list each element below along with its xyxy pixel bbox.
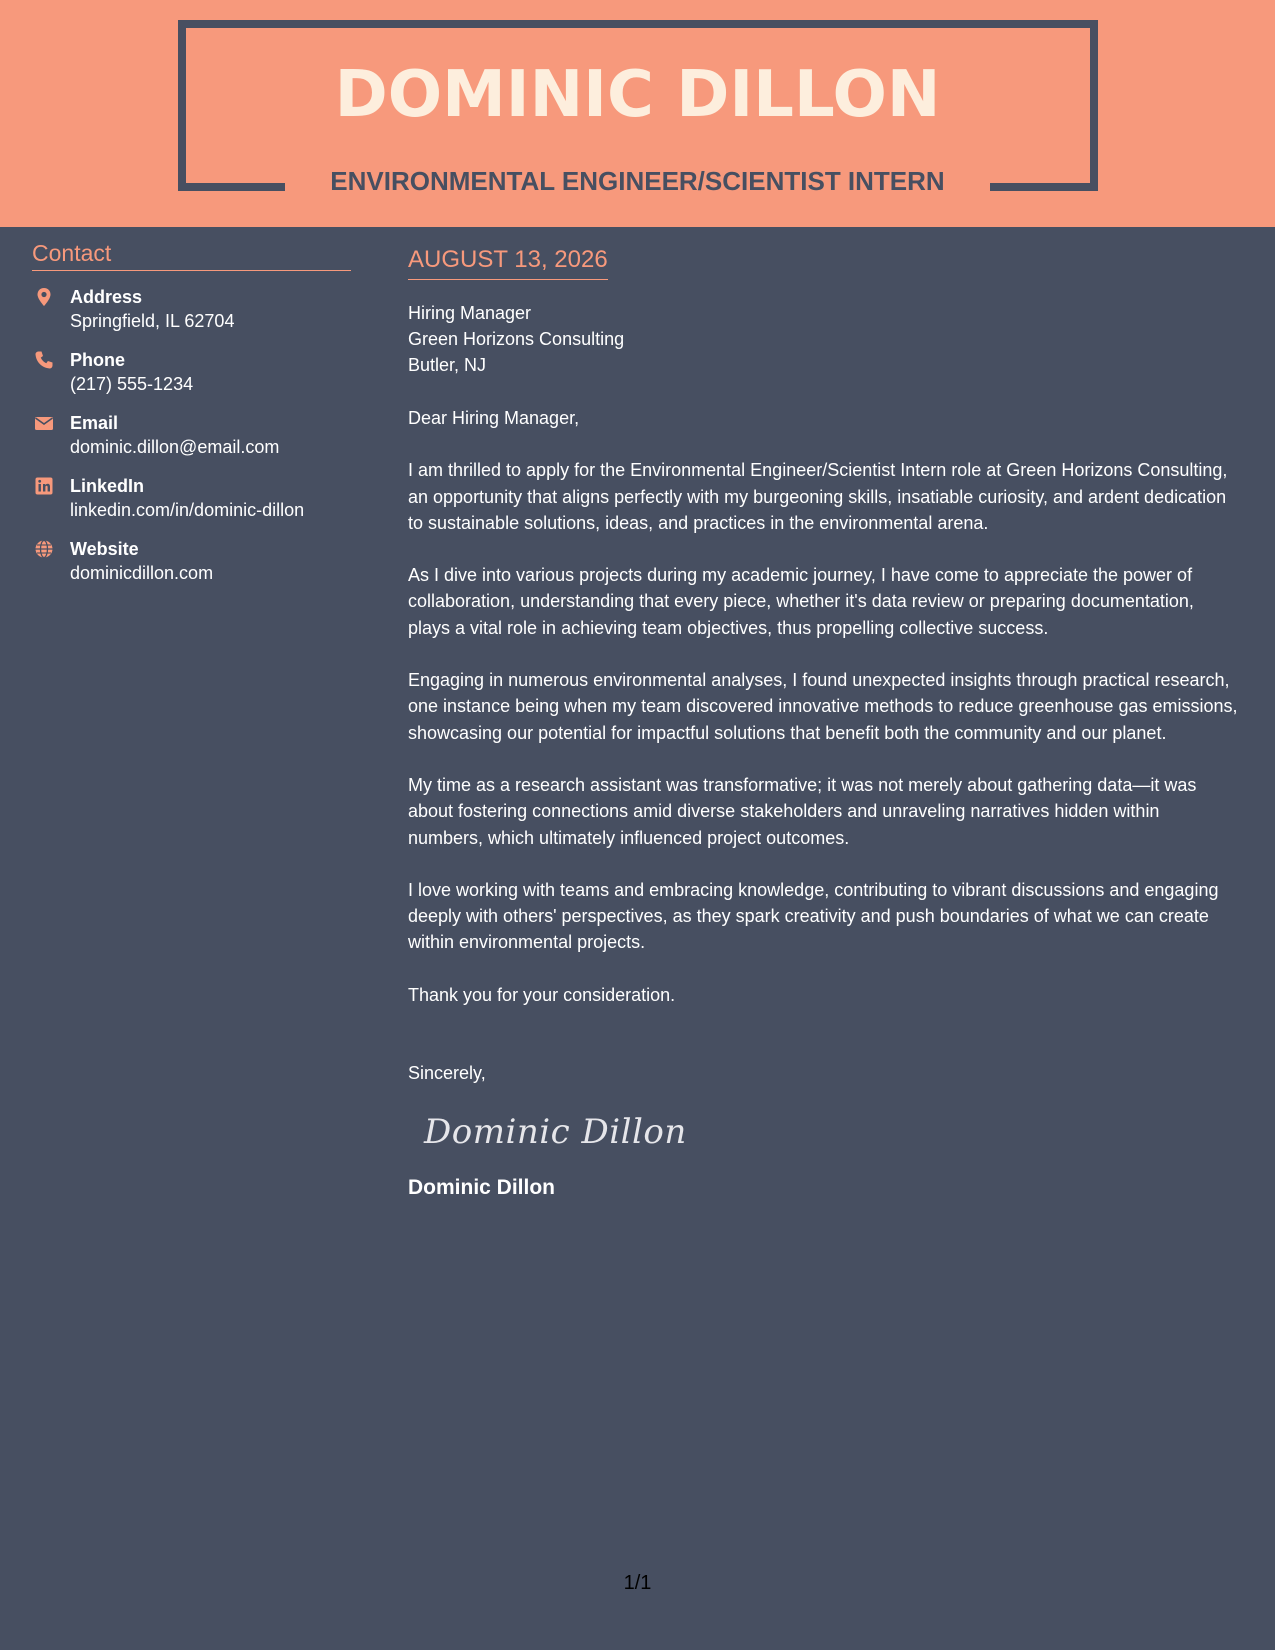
phone-icon [34,350,54,370]
contact-website [32,537,351,600]
contact-phone [32,348,351,411]
contact-address-value: Springfield, IL 62704 [70,311,235,331]
contact-address-label: Address [70,287,143,307]
linkedin-icon [34,476,54,496]
letter-date: AUGUST 13, 2026 [408,246,608,280]
letter-thanks: Thank you for your consideration. [408,984,676,1005]
map-pin-icon [34,287,54,307]
contact-phone-value: (217) 555-1234 [70,374,194,394]
contact-address [32,285,351,348]
contact-email-label: Email [70,413,119,433]
envelope-icon [34,413,54,433]
recipient-location: Butler, NJ [408,355,487,375]
candidate-name: DOMINIC DILLON [334,58,941,132]
letter-paragraph: I love working with teams and embracing knowledge, contributing to vibrant discussions and engaging deeply with others' perspectives, as they spark creativity and push boundaries of what we can create within environmental projects. [408,879,1219,953]
contact-sidebar [32,240,351,600]
signed-name: Dominic Dillon [408,1176,555,1200]
letter-greeting: Dear Hiring Manager, [408,408,580,428]
letter-paragraph: I am thrilled to apply for the Environmental Engineer/Scientist Intern role at Green Horizons Consulting, an opportunity that aligns perfectly with my burgeoning skills, insatiable curiosity, and ardent dedication to sustainable solutions, ideas, and practices in the environmental arena. [408,460,1228,533]
contact-website-label: Website [70,539,139,559]
contact-linkedin-label: LinkedIn [70,476,145,496]
letter-paragraph: Engaging in numerous environmental analyses, I found unexpected insights through practical research, one instance being when my team discovered innovative methods to reduce greenhouse gas emissions, showcasing our potential for impactful solutions that benefit both the community and our planet. [408,670,1238,743]
page-number: 1/1 [623,1572,652,1594]
letter-closing: Sincerely, [408,1063,486,1084]
contact-linkedin-value[interactable]: linkedin.com/in/dominic-dillon [70,500,305,520]
header-banner [0,0,1275,227]
contact-email [32,411,351,474]
recipient-block [408,300,1238,378]
handwritten-signature: Dominic Dillon [424,1112,687,1153]
letter-paragraph: As I dive into various projects during my academic journey, I have come to appreciate the power of collaboration, understanding that every piece, whether it's data review or preparing documentation, plays a vital role in achieving team objectives, thus propelling collective success. [408,565,1194,638]
contact-email-value[interactable]: dominic.dillon@email.com [70,437,280,457]
contact-linkedin [32,474,351,537]
contact-phone-label: Phone [70,350,126,370]
recipient-name: Hiring Manager [408,303,532,323]
contact-website-value[interactable]: dominicdillon.com [70,563,214,583]
letter-body [408,246,1238,1200]
contact-heading: Contact [32,240,351,271]
recipient-company: Green Horizons Consulting [408,329,625,349]
globe-icon [34,539,54,559]
letter-paragraph: My time as a research assistant was transformative; it was not merely about gathering data—it was about fostering connections amid diverse stakeholders and unraveling narratives hidden within numbers, which ultimately influenced project outcomes. [408,774,1197,848]
job-title: ENVIRONMENTAL ENGINEER/SCIENTIST INTERN [330,166,945,196]
